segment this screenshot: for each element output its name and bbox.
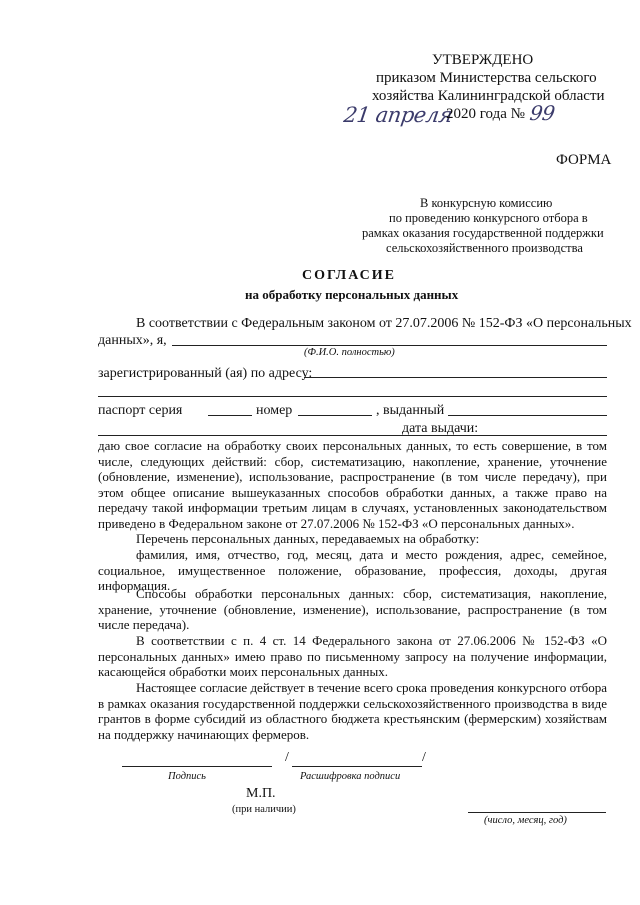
processing-methods: Способы обработки персональных данных: сбор, систематизация, накопление, хранение, уточнение (обновление, изменение), использование, распространение (в том числе передача). xyxy=(98,586,607,633)
approval-line-2: хозяйства Калининградской области xyxy=(372,88,605,104)
address-input-line[interactable] xyxy=(304,377,607,378)
addressee-line-4: сельскохозяйственного производства xyxy=(386,241,583,255)
address-input-line-2[interactable] xyxy=(98,396,607,397)
address-label: зарегистрированный (ая) по адресу: xyxy=(98,366,313,381)
passport-issued-label: , выданный xyxy=(376,403,445,418)
approval-handwritten-number: 99 xyxy=(528,101,557,125)
signature-label: Подпись xyxy=(168,771,206,782)
list-heading: Перечень персональных данных, передаваемых на обработку: xyxy=(136,531,480,546)
issue-date-input-line[interactable] xyxy=(98,435,607,436)
approval-line-1: приказом Министерства сельского xyxy=(376,70,597,86)
passport-issued-input[interactable] xyxy=(448,415,607,416)
signature-slash-1: / xyxy=(285,750,289,765)
fio-input-line[interactable] xyxy=(172,345,607,346)
consent-paragraph: даю свое согласие на обработку своих персональных данных, то есть совершение, в том числе, следующих действий: сбор, систематизацию, накопление, хранение, уточнение (обновление, изменение), использование, распространение (в том числе передачу), при этом общее описание вышеуказанных способов обработки данных, а также право на передачу такой информации третьим лицам в случаях, установленных законодательством приведено в Федеральном законе от 27.07.2006 № 152-ФЗ «О персональных данных». xyxy=(98,438,607,531)
passport-number-label: номер xyxy=(256,403,293,418)
approval-handwritten-date: 21 апреля xyxy=(342,103,454,127)
fio-hint: (Ф.И.О. полностью) xyxy=(304,347,395,358)
approval-year-text: 2020 года № xyxy=(446,106,525,122)
passport-number-input[interactable] xyxy=(298,415,372,416)
validity-paragraph: Настоящее согласие действует в течение всего срока проведения конкурсного отбора в рамках оказания государственной поддержки сельскохозяйственного производства в виде грантов в форме субсидий из областного бюджета крестьянским (фермерским) хозяйствам на поддержку начинающих фермеров. xyxy=(98,680,607,742)
rights-paragraph: В соответствии с п. 4 ст. 14 Федерального закона от 27.06.2006 № 152-ФЗ «О персональных данных» имею право по письменному запросу на получение информации, касающейся обработки моих персональных данных. xyxy=(98,633,607,680)
approval-title: УТВЕРЖДЕНО xyxy=(432,52,534,68)
signature-decoding-input-line[interactable] xyxy=(292,766,422,767)
page-subtitle: на обработку персональных данных xyxy=(245,287,459,302)
stamp-note: (при наличии) xyxy=(232,804,296,815)
signature-slash-2: / xyxy=(422,750,426,765)
intro-line-2: данных», я, xyxy=(98,333,167,348)
date-input-line[interactable] xyxy=(468,812,606,813)
personal-data-list: фамилия, имя, отчество, год, месяц, дата и место рождения, адрес, семейное, социальное, имущественное положение, образование, профессия, доходы, другая информация. xyxy=(98,547,607,594)
passport-series-input[interactable] xyxy=(208,415,252,416)
issue-date-label: дата выдачи: xyxy=(402,421,479,436)
form-label: ФОРМА xyxy=(556,152,612,168)
addressee-line-1: В конкурсную комиссию xyxy=(420,196,553,210)
intro-line-1: В соответствии с Федеральным законом от 27.07.2006 № 152-ФЗ «О персональных xyxy=(136,316,632,331)
signature-input-line[interactable] xyxy=(122,766,272,767)
page-title: СОГЛАСИЕ xyxy=(302,268,396,283)
addressee-line-3: рамках оказания государственной поддержки xyxy=(362,226,604,240)
passport-series-label: паспорт серия xyxy=(98,403,183,418)
stamp-label: М.П. xyxy=(246,786,276,801)
date-label: (число, месяц, год) xyxy=(484,815,567,826)
signature-decoding-label: Расшифровка подписи xyxy=(300,771,401,782)
addressee-line-2: по проведению конкурсного отбора в xyxy=(389,211,588,225)
